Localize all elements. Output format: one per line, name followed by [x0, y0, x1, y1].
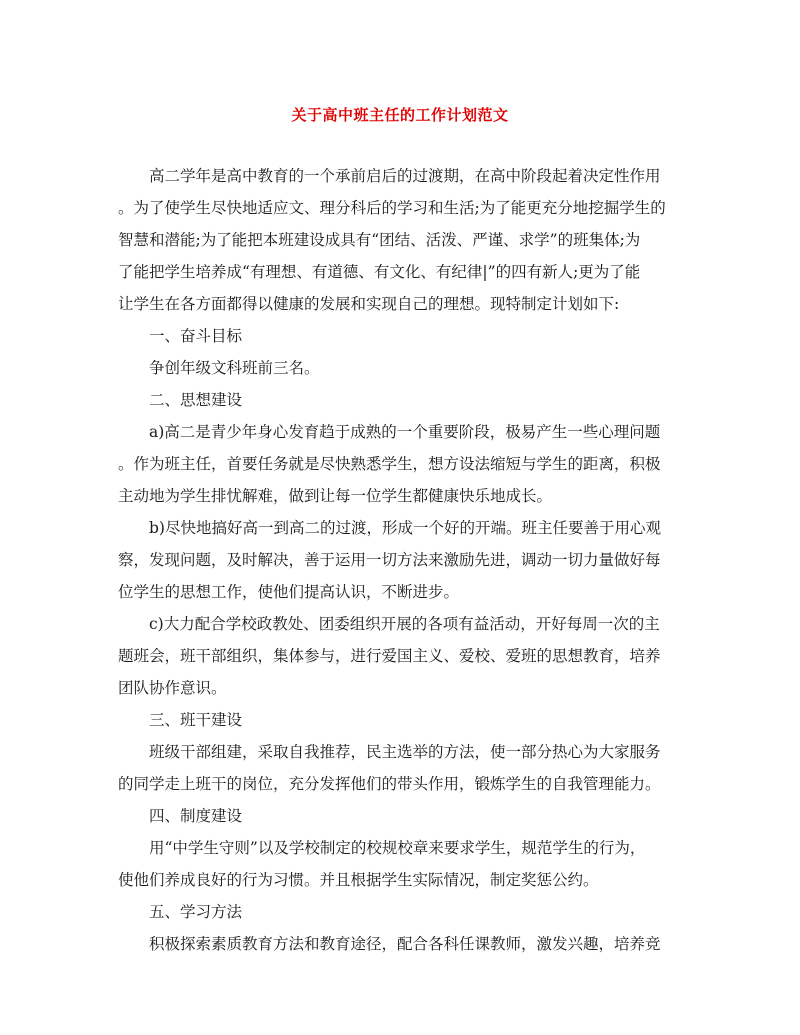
section-heading: 五、学习方法 — [149, 903, 243, 921]
text-line: 察，发现问题，及时解决，善于运用一切方法来激励先进，调动一切力量做好每 — [118, 551, 661, 569]
section-heading: 四、制度建设 — [149, 807, 243, 825]
text-line: c)大力配合学校政教处、团委组织开展的各项有益活动，开好每周一次的主 — [149, 615, 660, 633]
text-line: 智慧和潜能;为了能把本班建设成具有“团结、活泼、严谨、求学”的班集体;为 — [118, 231, 641, 249]
text-line: 主动地为学生排忧解难，做到让每一位学生都健康快乐地成长。 — [118, 487, 553, 505]
text-line: 高二学年是高中教育的一个承前启后的过渡期，在高中阶段起着决定性作用 — [149, 167, 661, 185]
text-line: 争创年级文科班前三名。 — [149, 359, 320, 377]
document-title: 关于高中班主任的工作计划范文 — [291, 106, 509, 124]
text-line: 题班会，班干部组织，集体参与，进行爱国主义、爱校、爱班的思想教育，培养 — [118, 647, 661, 665]
text-line: 使他们养成良好的行为习惯。并且根据学生实际情况，制定奖惩公约。 — [118, 871, 599, 889]
text-line: 团队协作意识。 — [118, 679, 227, 697]
section-heading: 三、班干建设 — [149, 711, 243, 729]
text-line: 。为了使学生尽快地适应文、理分科后的学习和生活;为了能更充分地挖掘学生的 — [118, 199, 666, 217]
text-line: b)尽快地搞好高一到高二的过渡，形成一个好的开端。班主任要善于用心观 — [149, 519, 661, 537]
text-line: 的同学走上班干的岗位，充分发挥他们的带头作用，锻炼学生的自我管理能力。 — [118, 775, 661, 793]
section-heading: 一、奋斗目标 — [149, 327, 243, 345]
text-line: 。作为班主任，首要任务就是尽快熟悉学生，想方设法缩短与学生的距离，积极 — [118, 455, 661, 473]
text-line: 班级干部组建，采取自我推荐，民主选举的方法，使一部分热心为大家服务 — [149, 743, 661, 761]
text-line: 积极探索素质教育方法和教育途径，配合各科任课教师，激发兴趣，培养竞 — [149, 935, 661, 953]
text-line: 了能把学生培养成“有理想、有道德、有文化、有纪律|”的四有新人;更为了能 — [118, 263, 641, 281]
text-line: 让学生在各方面都得以健康的发展和实现自己的理想。现特制定计划如下: — [118, 295, 620, 313]
text-line: 位学生的思想工作，使他们提高认识，不断进步。 — [118, 583, 460, 601]
section-heading: 二、思想建设 — [149, 391, 243, 409]
text-line: 用“中学生守则”以及学校制定的校规校章来要求学生，规范学生的行为， — [149, 839, 646, 857]
text-line: a)高二是青少年身心发育趋于成熟的一个重要阶段，极易产生一些心理问题 — [149, 423, 661, 441]
